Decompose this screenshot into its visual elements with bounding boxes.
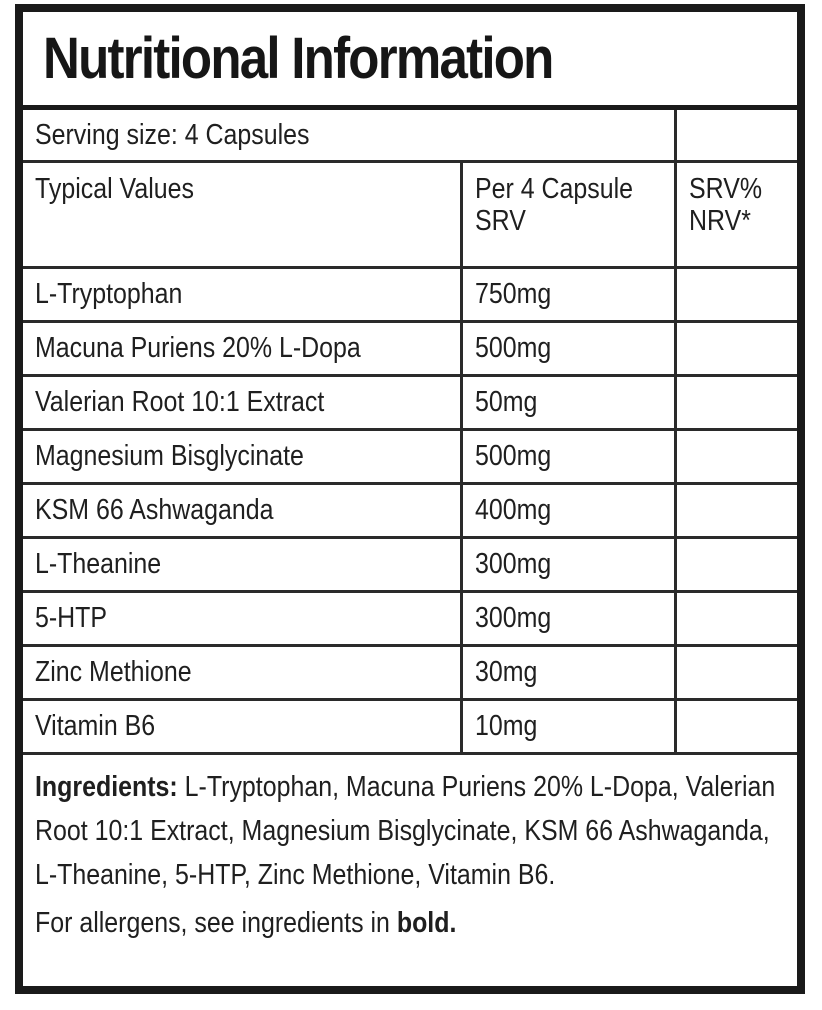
allergen-note [23, 901, 797, 945]
nutrient-amount-cell [461, 538, 675, 592]
nutrient-row [23, 646, 797, 700]
nutrient-nrv-cell [675, 430, 797, 484]
nutrient-amount: 50mg [474, 386, 537, 418]
nutrient-name-cell [23, 430, 461, 484]
nutrient-amount-cell [461, 484, 675, 538]
nutrient-row [23, 484, 797, 538]
ingredients-paragraph [23, 755, 797, 897]
nutrient-name-cell [23, 592, 461, 646]
nutrient-amount: 300mg [474, 548, 551, 580]
nutrient-nrv-cell [675, 538, 797, 592]
nutrient-name: Vitamin B6 [35, 710, 156, 742]
nutrient-name-cell [23, 538, 461, 592]
nutrient-name: Zinc Methione [35, 656, 192, 688]
nutrient-nrv-cell [675, 268, 797, 322]
nutrient-nrv-cell [675, 376, 797, 430]
nutrient-amount-cell [461, 376, 675, 430]
nutrient-amount-cell [461, 592, 675, 646]
nutrient-amount-cell [461, 646, 675, 700]
nutrient-amount: 10mg [474, 710, 537, 742]
nutrient-row [23, 322, 797, 376]
allergen-prefix: For allergens, see ingredients in [35, 907, 397, 939]
nutrient-row [23, 430, 797, 484]
nutrient-name-cell [23, 322, 461, 376]
nutrient-amount: 400mg [474, 494, 551, 526]
nutrient-row [23, 268, 797, 322]
nutrient-amount: 500mg [474, 440, 551, 472]
nutrient-amount-cell [461, 268, 675, 322]
nutrient-name: KSM 66 Ashwaganda [35, 494, 274, 526]
nutrient-amount: 750mg [474, 278, 551, 310]
nutrient-name-cell [23, 376, 461, 430]
nutrition-table [23, 110, 797, 755]
nutrient-name-cell [23, 268, 461, 322]
nutrient-name: Valerian Root 10:1 Extract [35, 386, 325, 418]
header-typical-values: Typical Values [23, 162, 461, 268]
nutrient-name: Macuna Puriens 20% L-Dopa [35, 332, 361, 364]
serving-size-row [23, 110, 797, 162]
nutrient-row [23, 376, 797, 430]
nutrient-amount: 300mg [474, 602, 551, 634]
nutrient-nrv-cell [675, 592, 797, 646]
nutrient-amount-cell [461, 700, 675, 754]
nutrient-row [23, 538, 797, 592]
nutrient-amount-cell [461, 430, 675, 484]
nutrient-name: L-Tryptophan [35, 278, 183, 310]
header-srv-nrv: SRV% NRV* [675, 162, 797, 268]
nutrient-name: L-Theanine [35, 548, 162, 580]
nutrient-name: Magnesium Bisglycinate [35, 440, 304, 472]
nutrient-nrv-cell [675, 700, 797, 754]
nutrient-amount-cell [461, 322, 675, 376]
ingredients-text: L-Tryptophan, Macuna Puriens 20% L-Dopa, Valerian Root 10:1 Extract, Magnesium Bisglycinate, KSM 66 Ashwaganda, L-Theanine, 5-HTP, Zinc Methione, Vitamin B6. [35, 771, 776, 891]
nutrient-name-cell [23, 484, 461, 538]
nutrient-name-cell [23, 700, 461, 754]
nutrient-amount: 30mg [474, 656, 537, 688]
panel-title [23, 12, 797, 110]
nutrient-name-cell [23, 646, 461, 700]
header-row [23, 162, 797, 268]
nutrient-amount: 500mg [474, 332, 551, 364]
serving-size-cell: Serving size: 4 Capsules [23, 110, 675, 162]
ingredients-label: Ingredients: [35, 771, 178, 803]
nutrient-nrv-cell [675, 322, 797, 376]
nutrient-nrv-cell [675, 646, 797, 700]
panel-title-text: Nutritional Information [43, 26, 553, 91]
header-per-capsule: Per 4 Capsule SRV [461, 162, 675, 268]
nutrition-panel [15, 4, 805, 994]
nutrient-nrv-cell [675, 484, 797, 538]
nutrient-row [23, 592, 797, 646]
nutrient-row [23, 700, 797, 754]
serving-empty-cell [675, 110, 797, 162]
nutrient-name: 5-HTP [35, 602, 108, 634]
allergen-bold: bold. [396, 907, 457, 939]
